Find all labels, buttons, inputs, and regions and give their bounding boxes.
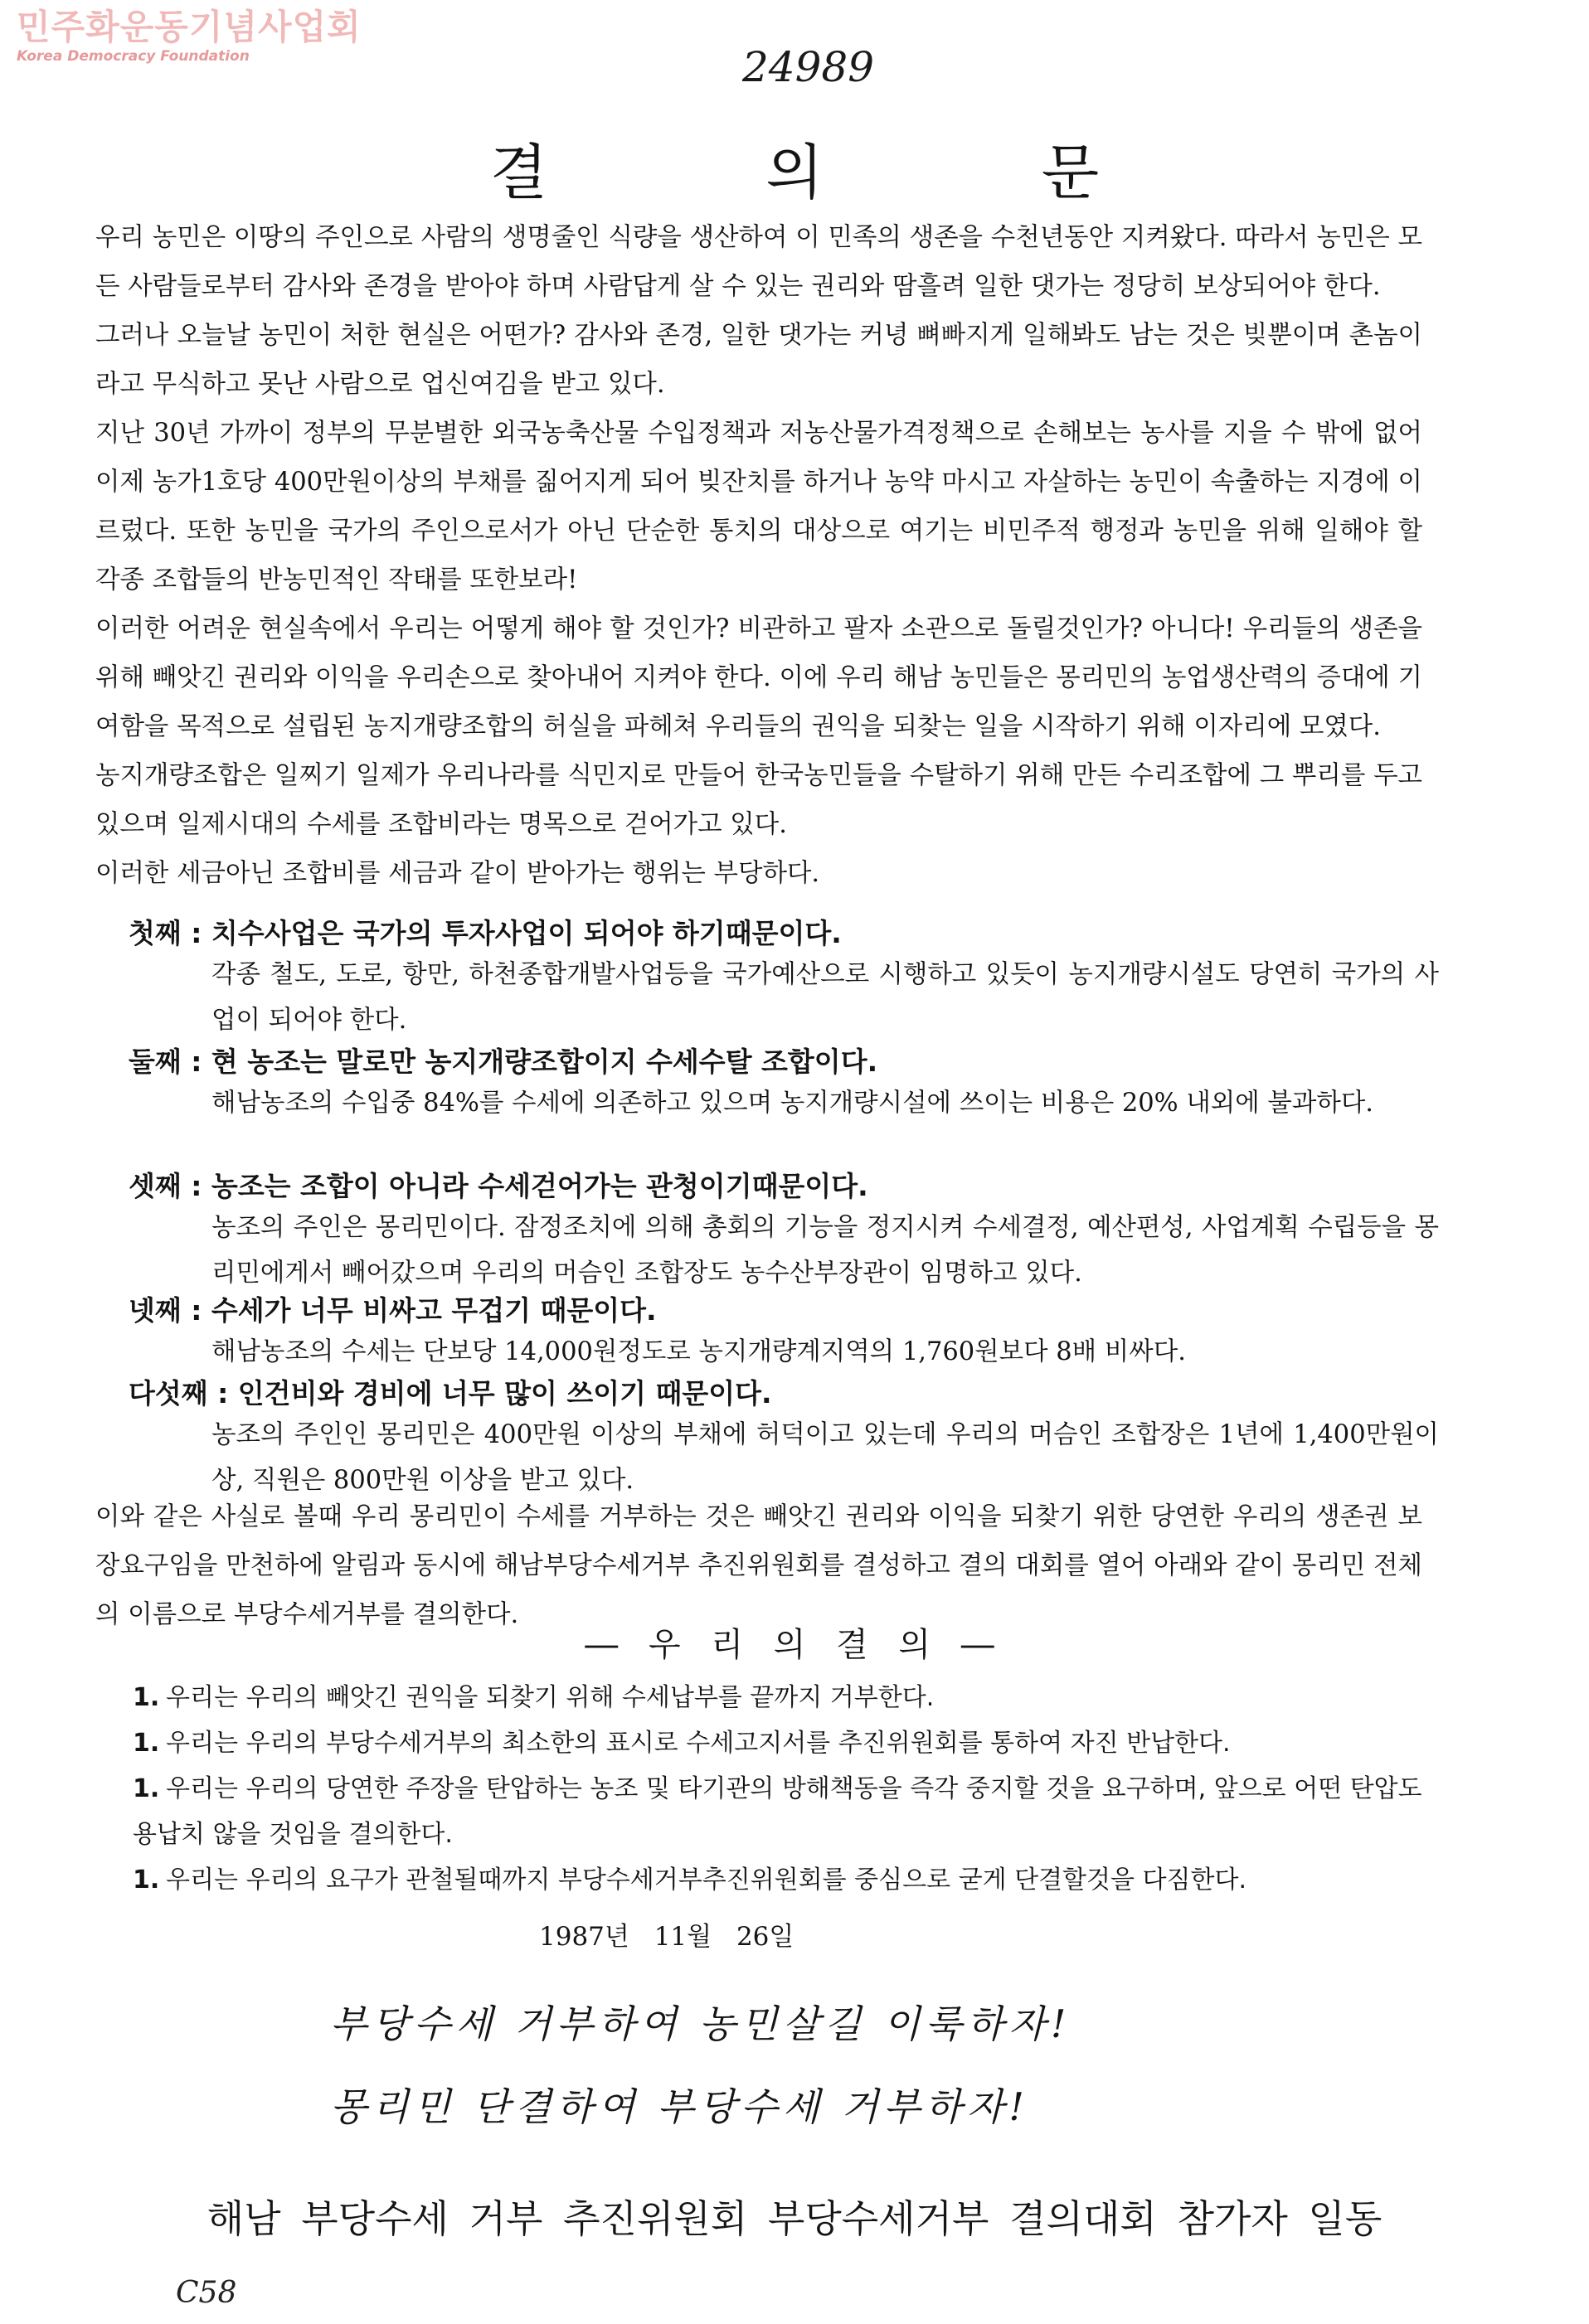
handwritten-number: 24989 <box>742 43 875 91</box>
handwritten-page-code: C58 <box>176 2276 237 2310</box>
reason-heading: 넷째 : 수세가 너무 비싸고 무겁기 때문이다. <box>129 1294 657 1327</box>
conclusion-paragraph: 이와 같은 사실로 볼때 우리 몽리민이 수세를 거부하는 것은 빼앗긴 권리와 이익을 되찾기 위한 당연한 우리의 생존권 보장요구임을 만천하에 알림과 동시에 해남부당수세거부 추진위원회를 결성하고 결의 대회를 열어 아래와 같이 몽리민 전체의 이름으로 부당수세거부를 결의한다. <box>95 1502 1422 1629</box>
intro-body <box>95 213 1422 898</box>
signature-line: 해남 부당수세 거부 추진위원회 부당수세거부 결의대회 참가자 일동 <box>207 2196 1382 2241</box>
resolution-item <box>133 1720 1443 1766</box>
reason-heading: 둘째 : 현 농조는 말로만 농지개량조합이지 수세수탈 조합이다. <box>129 1046 878 1078</box>
paragraph: 이러한 어려운 현실속에서 우리는 어떻게 해야 할 것인가? 비관하고 팔자 소관으로 돌릴것인가? 아니다! 우리들의 생존을 위해 빼앗긴 권리와 이익을 우리손으로 찾아내어 지켜야 한다. 이에 우리 해남 농민들은 몽리민의 농업생산력의 증대에 기여함을 목적으로 설립된 농지개량조합의 허실을 파헤쳐 우리들의 권익을 되찾는 일을 시작하기 위해 이자리에 모였다. <box>95 614 1422 741</box>
resolution-text: 우리는 우리의 빼앗긴 권익을 되찾기 위해 수세납부를 끝까지 거부한다. <box>166 1683 935 1712</box>
paragraph: 그러나 오늘날 농민이 처한 현실은 어떤가? 감사와 존경, 일한 댓가는 커녕 뼈빠지게 일해봐도 남는 것은 빚뿐이며 촌놈이라고 무식하고 못난 사람으로 업신여김을 받고 있다. <box>95 321 1422 399</box>
reason-heading: 첫째 : 치수사업은 국가의 투자사업이 되어야 하기때문이다. <box>129 917 842 949</box>
reason-body: 각종 철도, 도로, 항만, 하천종합개발사업등을 국가예산으로 시행하고 있듯이 농지개량시설도 당연히 국가의 사업이 되어야 한다. <box>211 960 1439 1035</box>
reason-heading: 셋째 : 농조는 조합이 아니라 수세걷어가는 관청이기때문이다. <box>129 1170 868 1202</box>
watermark-logo <box>17 7 362 65</box>
resolution-title: ― 우 리 의 결 의 ― <box>585 1626 1004 1664</box>
resolution-number: 1. <box>133 1683 160 1712</box>
document-date: 1987년 11월 26일 <box>539 1922 794 1952</box>
reason-body: 해남농조의 수세는 단보당 14,000원정도로 농지개량계지역의 1,760원보다 8배 비싸다. <box>211 1337 1186 1366</box>
reason-heading: 다섯째 : 인건비와 경비에 너무 많이 쓰이기 때문이다. <box>129 1377 772 1409</box>
paragraph: 농지개량조합은 일찌기 일제가 우리나라를 식민지로 만들어 한국농민들을 수탈하기 위해 만든 수리조합에 그 뿌리를 두고 있으며 일제시대의 수세를 조합비라는 명목으로 걷어가고 있다. <box>95 761 1422 839</box>
reason-body: 농조의 주인인 몽리민은 400만원 이상의 부채에 허덕이고 있는데 우리의 머슴인 조합장은 1년에 1,400만원이상, 직원은 800만원 이상을 받고 있다. <box>211 1420 1439 1495</box>
resolution-text: 우리는 우리의 요구가 관철될때까지 부당수세거부추진위원회를 중심으로 굳게 단결할것을 다짐한다. <box>166 1866 1246 1895</box>
paragraph: 우리 농민은 이땅의 주인으로 사람의 생명줄인 식량을 생산하여 이 민족의 생존을 수천년동안 지켜왔다. 따라서 농민은 모든 사람들로부터 감사와 존경을 받아야 하며 사람답게 살 수 있는 권리와 땀흘려 일한 댓가는 정당히 보상되어야 한다. <box>95 223 1422 301</box>
resolution-number: 1. <box>133 1774 160 1803</box>
paragraph: 이러한 세금아닌 조합비를 세금과 같이 받아가는 행위는 부당하다. <box>95 859 820 888</box>
paragraph: 지난 30년 가까이 정부의 무분별한 외국농축산물 수입정책과 저농산물가격정책으로 손해보는 농사를 지을 수 밖에 없어 이제 농가1호당 400만원이상의 부채를 짊어지게 되어 빚잔치를 하거나 농약 마시고 자살하는 농민이 속출하는 지경에 이르렀다. 또한 농민을 국가의 주인으로서가 아닌 단순한 통치의 대상으로 여기는 비민주적 행정과 농민을 위해 일해야 할 각종 조합들의 반농민적인 작태를 또한보라! <box>95 419 1422 594</box>
watermark-english: Korea Democracy Foundation <box>17 48 250 65</box>
watermark-korean: 민주화운동기념사업회 <box>17 7 362 47</box>
resolution-number: 1. <box>133 1729 160 1758</box>
reason-body: 농조의 주인은 몽리민이다. 잠정조치에 의해 총회의 기능을 정지시켜 수세결정, 예산편성, 사업계획 수립등을 몽리민에게서 빼어갔으며 우리의 머슴인 조합장도 농수산부장관이 임명하고 있다. <box>211 1213 1439 1288</box>
resolution-text: 우리는 우리의 부당수세거부의 최소한의 표시로 수세고지서를 추진위원회를 통하여 자진 반납한다. <box>166 1729 1231 1758</box>
document-title: 결 의 문 <box>489 138 1199 207</box>
resolution-item <box>133 1857 1443 1903</box>
reason-body: 해남농조의 수입중 84%를 수세에 의존하고 있으며 농지개량시설에 쓰이는 비용은 20% 내외에 불과하다. <box>211 1089 1373 1118</box>
slogan: 몽리민 단결하여 부당수세 거부하자! <box>330 2084 1029 2129</box>
resolution-number: 1. <box>133 1866 160 1895</box>
resolution-text: 우리는 우리의 당연한 주장을 탄압하는 농조 및 타기관의 방해책동을 즉각 중지할 것을 요구하며, 앞으로 어떤 탄압도 용납치 않을 것임을 결의한다. <box>133 1774 1422 1849</box>
slogan: 부당수세 거부하여 농민살길 이룩하자! <box>330 2001 1071 2046</box>
resolution-item <box>133 1675 1443 1720</box>
resolution-item <box>133 1766 1443 1857</box>
